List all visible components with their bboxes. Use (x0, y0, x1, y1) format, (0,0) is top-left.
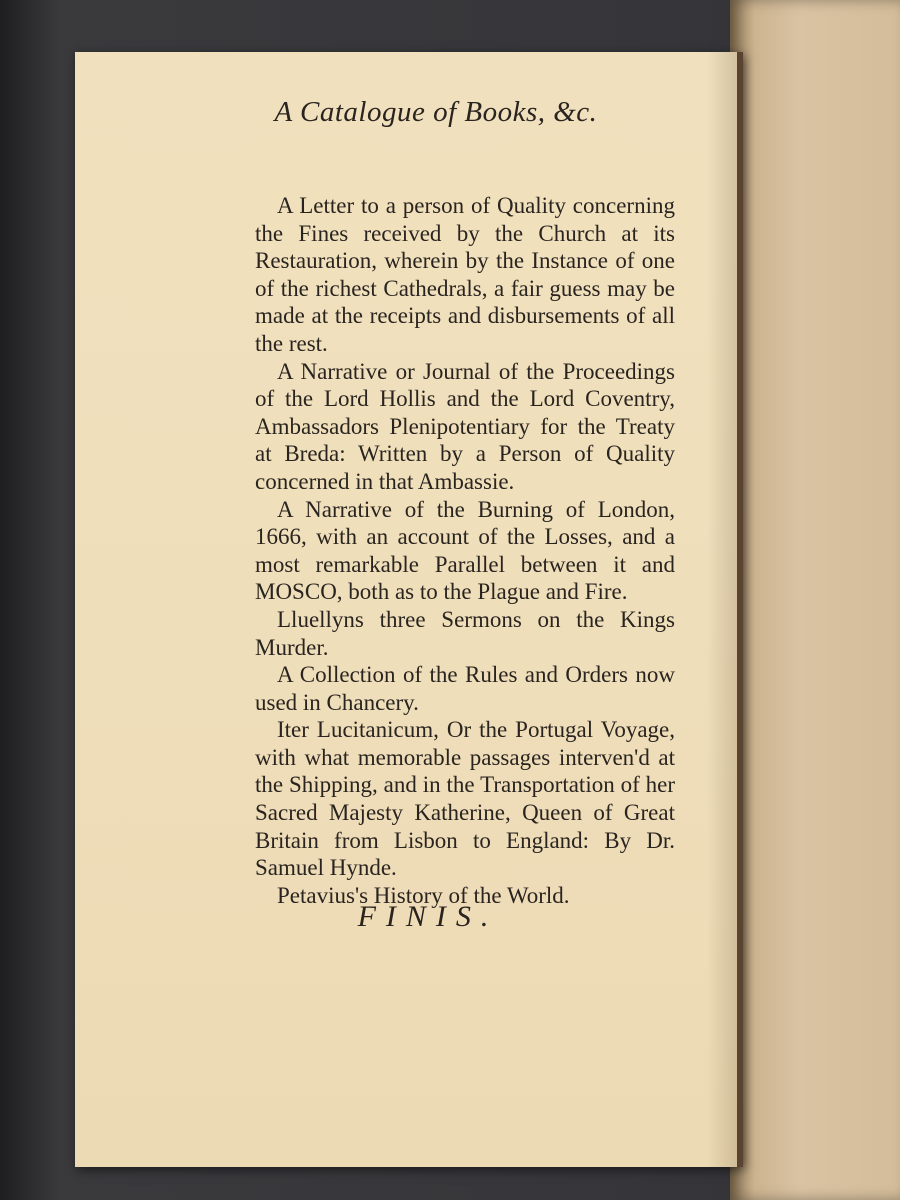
catalogue-entry: A Narrative or Journal of the Proceedings of the Lord Hollis and the Lord Coventry, Ambassadors Plenipotentiary for the Treaty at Breda: Written by a Person of Quality concerned in that Ambassie. (255, 358, 675, 494)
catalogue-entry: Petavius's History of the World. (277, 882, 570, 908)
catalogue-entry: A Narrative of the Burning of London, 1666, with an account of the Losses, and a most remarkable Parallel between it and MOSCO, both as to the Plague and Fire. (255, 496, 675, 605)
facing-page-edge (730, 0, 900, 1200)
running-header: A Catalogue of Books, &c. (274, 96, 598, 128)
catalogue-entry: A Letter to a person of Quality concerning the Fines received by the Church at its Restauration, wherein by the Instance of one of the richest Cathedrals, a fair guess may be made at the receipts and disbursements of all the rest. (255, 193, 675, 356)
catalogue-entry: Iter Lucitanicum, Or the Portugal Voyage, with what memorable passages interven'd at the Shipping, and in the Transportation of her Sacred Majesty Katherine, Queen of Great Britain from Lisbon to England: By Dr. Samuel Hynde. (255, 717, 675, 881)
finis-mark: FINIS. (357, 900, 499, 933)
catalogue-entry: A Collection of the Rules and Orders now used in Chancery. (255, 662, 675, 715)
catalogue-list (255, 192, 675, 909)
book-page (75, 52, 743, 1167)
catalogue-entry: Lluellyns three Sermons on the Kings Murder. (255, 606, 675, 660)
